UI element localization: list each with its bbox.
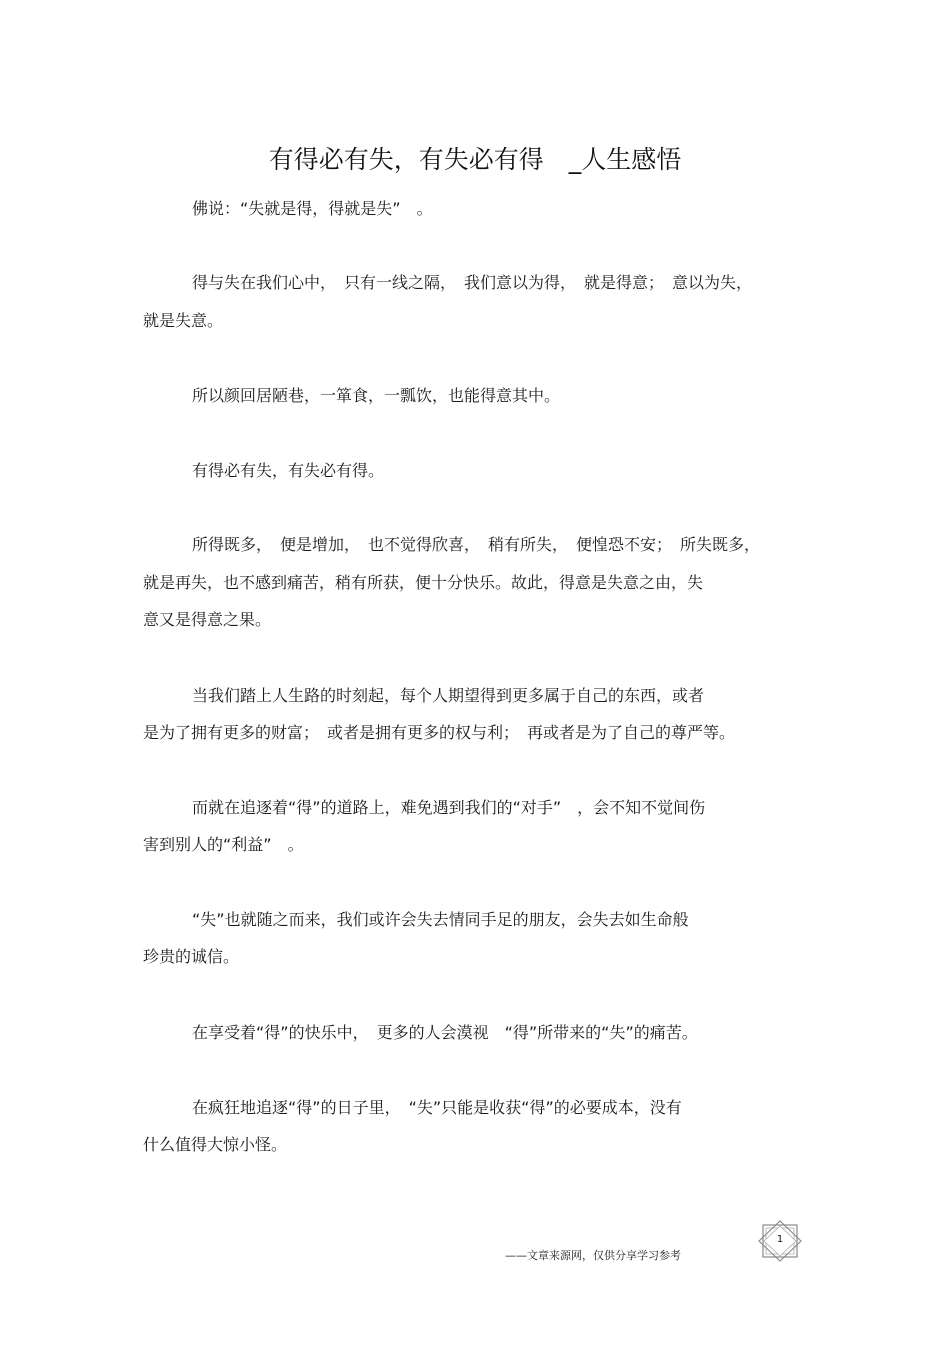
paragraph-line: 当我们踏上人生路的时刻起，每个人期望得到更多属于自己的东西，或者 [192, 686, 705, 705]
paragraph-line: 而就在追逐着“得”的道路上，难免遇到我们的“对手” ，会不知不觉间伤 [192, 798, 706, 817]
paragraph-line: 在疯狂地追逐“得”的日子里， “失”只能是收获“得”的必要成本，没有 [192, 1098, 682, 1117]
page-number-badge [756, 1220, 804, 1262]
page-number: 1 [776, 1234, 784, 1245]
paragraph-line: 意又是得意之果。 [143, 610, 272, 629]
paragraph-line: 在享受着“得”的快乐中， 更多的人会漠视 “得”所带来的“失”的痛苦。 [192, 1023, 698, 1042]
paragraph-line: 所得既多， 便是增加， 也不觉得欣喜， 稍有所失， 便惶恐不安； 所失既多， [192, 535, 761, 554]
paragraph-line: 所以颜回居陋巷，一箪食，一瓢饮，也能得意其中。 [192, 386, 561, 405]
paragraph-line: 是为了拥有更多的财富； 或者是拥有更多的权与利； 再或者是为了自己的尊严等。 [143, 723, 736, 742]
footer-source-note: ——文章来源网，仅供分享学习参考 [505, 1249, 681, 1262]
page-title: 有得必有失，有失必有得 _人生感悟 [268, 145, 682, 174]
paragraph-line: 就是失意。 [143, 311, 224, 330]
paragraph-line: 得与失在我们心中， 只有一线之隔， 我们意以为得， 就是得意； 意以为失， [192, 273, 753, 292]
paragraph-line: 什么值得大惊小怪。 [143, 1135, 288, 1154]
paragraph-line: 珍贵的诚信。 [143, 947, 240, 966]
paragraph-line: 就是再失，也不感到痛苦，稍有所获，便十分快乐。故此，得意是失意之由，失 [143, 573, 704, 592]
paragraph-line: 有得必有失，有失必有得。 [192, 461, 385, 480]
paragraph-line: 佛说：“失就是得，得就是失” 。 [192, 199, 433, 218]
paragraph-line: 害到别人的“利益” 。 [143, 835, 304, 854]
paragraph-line: “失”也就随之而来，我们或许会失去情同手足的朋友，会失去如生命般 [192, 910, 689, 929]
